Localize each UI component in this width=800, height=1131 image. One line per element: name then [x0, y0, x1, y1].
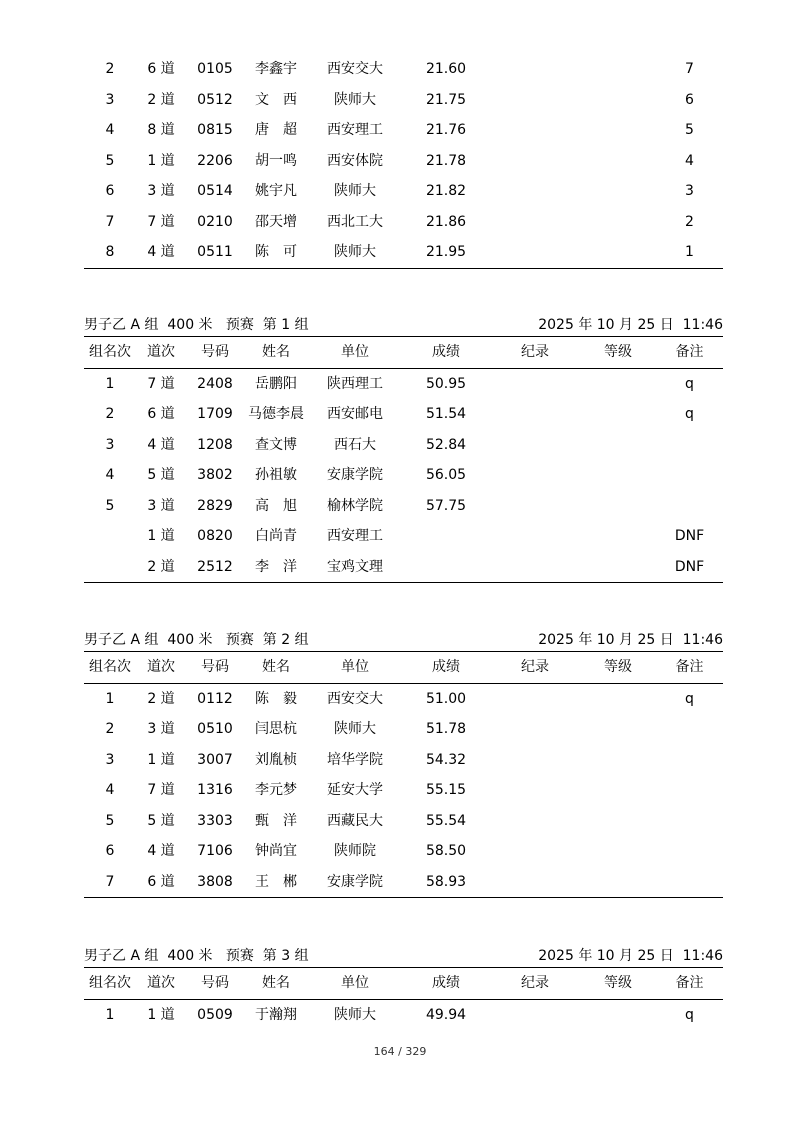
- rank-cell: 4: [105, 467, 115, 483]
- rank-cell: 7: [105, 873, 115, 890]
- result-cell: 21.75: [425, 91, 467, 108]
- table-row: [84, 1000, 723, 1031]
- result-cell: 51.78: [425, 721, 467, 737]
- unit-cell: 西安交大: [327, 690, 383, 707]
- note-header: 备注: [675, 975, 704, 991]
- result-cell: 57.75: [425, 497, 467, 514]
- unit-cell: 陕师大: [334, 1006, 376, 1023]
- note-cell: q: [685, 1006, 694, 1023]
- table-row: [84, 775, 723, 806]
- number-cell: 1316: [197, 782, 233, 798]
- note-cell: 3: [685, 183, 694, 199]
- rank-header: 组名次: [89, 659, 131, 675]
- lane-header: 道次: [147, 975, 175, 991]
- record-header: 纪录: [521, 975, 549, 991]
- rank-header: 组名次: [89, 975, 131, 991]
- lane-cell: 8 道: [147, 122, 175, 138]
- name-cell: 钟尚宜: [255, 843, 297, 859]
- lane-cell: 7 道: [147, 782, 175, 798]
- result-header: 成绩: [432, 344, 460, 360]
- table-row: [84, 85, 723, 116]
- heat-datetime: 2025 年 10 月 25 日 11:46: [538, 317, 723, 333]
- lane-cell: 6 道: [147, 873, 175, 890]
- lane-cell: 3 道: [147, 721, 175, 737]
- note-cell: DNF: [674, 528, 705, 544]
- note-cell: 2: [685, 213, 694, 230]
- number-cell: 3802: [197, 467, 233, 483]
- name-cell: 查文博: [255, 436, 297, 453]
- rank-cell: 1: [105, 690, 115, 707]
- table-row: [84, 521, 723, 552]
- name-cell: 文 西: [255, 91, 297, 108]
- table-row: [84, 684, 723, 715]
- number-cell: 0512: [197, 91, 233, 108]
- lane-cell: 7 道: [147, 375, 175, 392]
- result-cell: 50.95: [425, 375, 467, 392]
- rank-cell: 5: [105, 152, 115, 169]
- unit-cell: 榆林学院: [327, 497, 383, 514]
- table-row: [84, 552, 723, 583]
- table-row: [84, 115, 723, 146]
- unit-cell: 培华学院: [327, 751, 383, 768]
- note-cell: q: [685, 375, 694, 392]
- rank-header: 组名次: [89, 344, 131, 360]
- result-header: 成绩: [432, 659, 460, 675]
- result-cell: 55.54: [425, 812, 467, 829]
- result-header: 成绩: [432, 975, 460, 991]
- unit-cell: 西安交大: [327, 61, 383, 77]
- heat-title: 男子乙 A 组 400 米 预赛 第 3 组: [84, 948, 309, 964]
- unit-header: 单位: [341, 344, 369, 360]
- number-cell: 0815: [197, 122, 233, 138]
- number-cell: 7106: [197, 843, 233, 859]
- unit-cell: 延安大学: [327, 782, 383, 798]
- number-cell: 0820: [197, 528, 233, 544]
- rank-cell: 8: [105, 244, 115, 260]
- table-bottom-rule: [84, 582, 723, 583]
- note-cell: q: [685, 690, 694, 707]
- name-cell: 孙祖敏: [255, 467, 297, 483]
- name-cell: 唐 超: [255, 122, 297, 138]
- name-cell: 于瀚翔: [255, 1006, 297, 1023]
- rank-cell: 2: [105, 406, 115, 422]
- rank-cell: 4: [105, 782, 115, 798]
- note-cell: 1: [685, 244, 694, 260]
- table-row: [84, 806, 723, 837]
- number-cell: 0112: [197, 690, 233, 707]
- lane-cell: 4 道: [147, 843, 175, 859]
- lane-cell: 2 道: [147, 558, 175, 575]
- name-header: 姓名: [262, 344, 290, 360]
- table-row: [84, 146, 723, 177]
- lane-cell: 1 道: [147, 528, 175, 544]
- name-header: 姓名: [262, 659, 290, 675]
- table-header-row: [84, 337, 723, 369]
- result-cell: 54.32: [425, 751, 467, 768]
- lane-cell: 1 道: [147, 1006, 175, 1023]
- number-cell: 1709: [197, 406, 233, 422]
- previous-results-table: [84, 54, 723, 269]
- number-cell: 2512: [197, 558, 233, 575]
- unit-header: 单位: [341, 659, 369, 675]
- result-cell: 52.84: [425, 436, 467, 453]
- rank-cell: 5: [105, 812, 115, 829]
- note-cell: 6: [685, 91, 694, 108]
- rank-cell: 2: [105, 721, 115, 737]
- table-row: [84, 399, 723, 430]
- heat-title-bar: [84, 629, 723, 652]
- lane-cell: 1 道: [147, 751, 175, 768]
- lane-cell: 7 道: [147, 213, 175, 230]
- lane-cell: 3 道: [147, 183, 175, 199]
- unit-cell: 陕师大: [334, 91, 376, 108]
- heat-3-table: [84, 945, 723, 1030]
- note-cell: 7: [685, 61, 694, 77]
- rank-cell: 4: [105, 122, 115, 138]
- number-cell: 0105: [197, 61, 233, 77]
- unit-header: 单位: [341, 975, 369, 991]
- lane-header: 道次: [147, 659, 175, 675]
- number-cell: 0514: [197, 183, 233, 199]
- lane-cell: 2 道: [147, 690, 175, 707]
- number-cell: 0510: [197, 721, 233, 737]
- unit-cell: 西藏民大: [327, 812, 383, 829]
- number-cell: 2206: [197, 152, 233, 169]
- name-header: 姓名: [262, 975, 290, 991]
- name-cell: 李鑫宇: [255, 61, 297, 77]
- heat-1-table: [84, 314, 723, 583]
- name-cell: 胡一鸣: [255, 152, 297, 169]
- table-row: [84, 745, 723, 776]
- rank-cell: 2: [105, 61, 115, 77]
- unit-cell: 西北工大: [327, 213, 383, 230]
- unit-cell: 安康学院: [327, 467, 383, 483]
- note-cell: 4: [685, 152, 694, 169]
- rank-cell: 6: [105, 843, 115, 859]
- name-cell: 刘胤桢: [255, 751, 297, 768]
- name-cell: 高 旭: [255, 497, 297, 514]
- heat-title: 男子乙 A 组 400 米 预赛 第 2 组: [84, 632, 309, 648]
- result-cell: 21.82: [425, 183, 467, 199]
- result-cell: 21.76: [425, 122, 467, 138]
- table-row: [84, 836, 723, 867]
- record-header: 纪录: [521, 344, 549, 360]
- heat-title: 男子乙 A 组 400 米 预赛 第 1 组: [84, 317, 309, 333]
- note-header: 备注: [675, 344, 704, 360]
- lane-cell: 4 道: [147, 436, 175, 453]
- lane-cell: 3 道: [147, 497, 175, 514]
- lane-cell: 5 道: [147, 467, 175, 483]
- table-row: [84, 54, 723, 85]
- unit-cell: 西安理工: [327, 528, 383, 544]
- result-cell: 51.54: [425, 406, 467, 422]
- lane-header: 道次: [147, 344, 175, 360]
- number-cell: 2408: [197, 375, 233, 392]
- name-cell: 甄 洋: [255, 812, 297, 829]
- rank-cell: 7: [105, 213, 115, 230]
- name-cell: 闫思杭: [255, 721, 297, 737]
- name-cell: 邵天增: [255, 213, 297, 230]
- name-cell: 王 郴: [255, 873, 297, 890]
- name-cell: 白尚青: [255, 528, 297, 544]
- result-cell: 49.94: [425, 1006, 467, 1023]
- unit-cell: 陕师大: [334, 244, 376, 260]
- table-bottom-rule: [84, 897, 723, 898]
- table-row: [84, 491, 723, 522]
- lane-cell: 1 道: [147, 152, 175, 169]
- result-cell: 51.00: [425, 690, 467, 707]
- number-cell: 0210: [197, 213, 233, 230]
- unit-cell: 陕师院: [334, 843, 376, 859]
- result-cell: 58.50: [425, 843, 467, 859]
- unit-cell: 陕师大: [334, 721, 376, 737]
- heat-datetime: 2025 年 10 月 25 日 11:46: [538, 632, 723, 648]
- number-cell: 3303: [197, 812, 233, 829]
- number-cell: 3808: [197, 873, 233, 890]
- table-row: [84, 207, 723, 238]
- result-cell: 56.05: [425, 467, 467, 483]
- unit-cell: 安康学院: [327, 873, 383, 890]
- table-row: [84, 430, 723, 461]
- number-cell: 0509: [197, 1006, 233, 1023]
- unit-cell: 西安体院: [327, 152, 383, 169]
- heat-2-table: [84, 629, 723, 898]
- result-cell: 21.86: [425, 213, 467, 230]
- number-cell: 3007: [197, 751, 233, 768]
- name-cell: 李元梦: [255, 782, 297, 798]
- number-header: 号码: [201, 659, 229, 675]
- unit-cell: 陕西理工: [327, 375, 383, 392]
- unit-cell: 西安邮电: [327, 406, 383, 422]
- number-cell: 2829: [197, 497, 233, 514]
- rank-cell: 1: [105, 375, 115, 392]
- unit-cell: 西安理工: [327, 122, 383, 138]
- grade-header: 等级: [604, 344, 632, 360]
- result-cell: 21.78: [425, 152, 467, 169]
- note-cell: q: [685, 406, 694, 422]
- lane-cell: 4 道: [147, 244, 175, 260]
- table-row: [84, 714, 723, 745]
- rank-cell: 3: [105, 436, 115, 453]
- unit-cell: 陕师大: [334, 183, 376, 199]
- table-row: [84, 237, 723, 268]
- name-cell: 陈 毅: [255, 690, 297, 707]
- name-cell: 岳鹏阳: [255, 375, 297, 392]
- number-cell: 1208: [197, 436, 233, 453]
- rank-cell: 1: [105, 1006, 115, 1023]
- result-cell: 58.93: [425, 873, 467, 890]
- lane-cell: 5 道: [147, 812, 175, 829]
- unit-cell: 宝鸡文理: [327, 558, 383, 575]
- table-header-row: [84, 652, 723, 684]
- grade-header: 等级: [604, 975, 632, 991]
- heat-datetime: 2025 年 10 月 25 日 11:46: [538, 948, 723, 964]
- note-cell: DNF: [674, 558, 705, 575]
- name-cell: 李 洋: [255, 558, 297, 575]
- lane-cell: 6 道: [147, 61, 175, 77]
- heat-title-bar: [84, 945, 723, 968]
- lane-cell: 6 道: [147, 406, 175, 422]
- page-number: 164 / 329: [373, 1045, 427, 1058]
- rank-cell: 6: [105, 183, 115, 199]
- name-cell: 马德李晨: [248, 406, 304, 422]
- result-cell: 55.15: [425, 782, 467, 798]
- record-header: 纪录: [521, 659, 549, 675]
- table-row: [84, 460, 723, 491]
- table-header-row: [84, 968, 723, 1000]
- note-cell: 5: [685, 122, 694, 138]
- number-header: 号码: [201, 975, 229, 991]
- unit-cell: 西石大: [334, 436, 376, 453]
- rank-cell: 3: [105, 91, 115, 108]
- note-header: 备注: [675, 659, 704, 675]
- number-cell: 0511: [197, 244, 233, 260]
- name-cell: 姚宇凡: [255, 183, 297, 199]
- heat-title-bar: [84, 314, 723, 337]
- result-cell: 21.95: [425, 244, 467, 260]
- rank-cell: 3: [105, 751, 115, 768]
- rank-cell: 5: [105, 497, 115, 514]
- number-header: 号码: [201, 344, 229, 360]
- table-row: [84, 176, 723, 207]
- result-cell: 21.60: [425, 61, 467, 77]
- lane-cell: 2 道: [147, 91, 175, 108]
- table-row: [84, 867, 723, 898]
- table-row: [84, 369, 723, 400]
- name-cell: 陈 可: [255, 244, 297, 260]
- grade-header: 等级: [604, 659, 632, 675]
